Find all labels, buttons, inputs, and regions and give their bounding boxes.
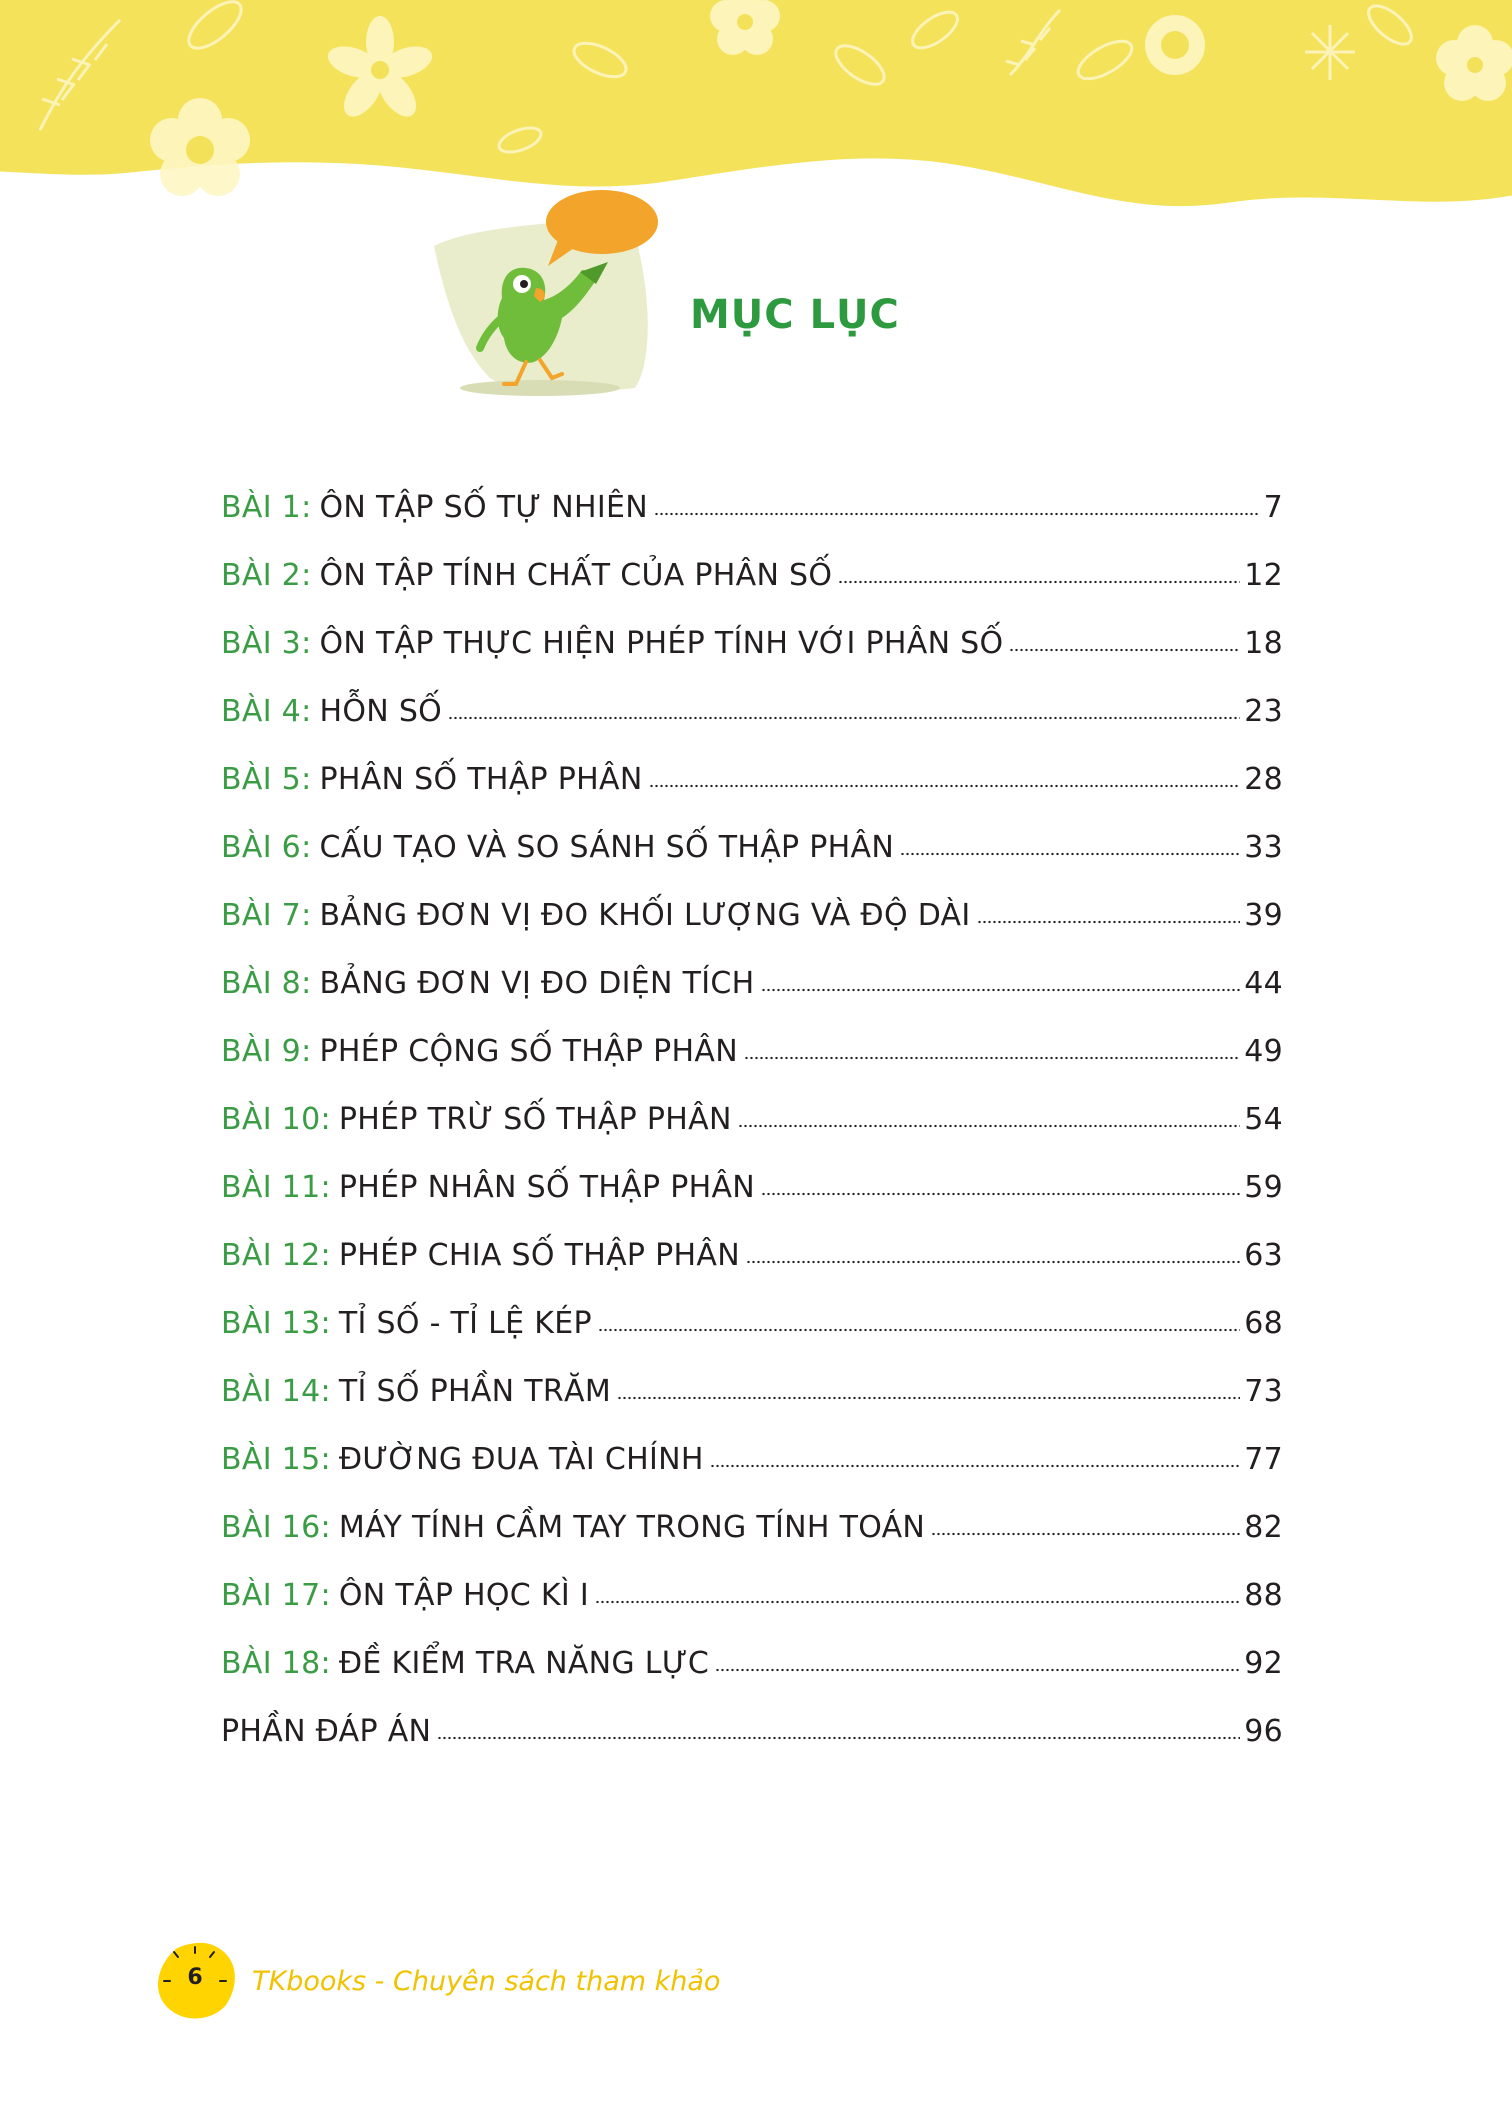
toc-entry[interactable]: [221, 1357, 1283, 1425]
lesson-number: BÀI 8:: [221, 965, 312, 1001]
lesson-title: HỖN SỐ: [319, 693, 443, 729]
lesson-number: BÀI 2:: [221, 557, 312, 593]
table-of-contents: [221, 473, 1283, 1765]
page-reference: 12: [1244, 557, 1283, 593]
toc-entry[interactable]: [221, 1085, 1283, 1153]
lesson-title: CẤU TẠO VÀ SO SÁNH SỐ THẬP PHÂN: [319, 829, 895, 865]
dot-leader: [746, 1260, 1240, 1264]
lesson-number: BÀI 16:: [221, 1509, 331, 1545]
page-reference: 54: [1244, 1101, 1283, 1137]
toc-entry[interactable]: [221, 541, 1283, 609]
page-reference: 92: [1244, 1645, 1283, 1681]
dot-leader: [977, 920, 1241, 924]
lesson-number: BÀI 14:: [221, 1373, 331, 1409]
lesson-title: ÔN TẬP THỰC HIỆN PHÉP TÍNH VỚI PHÂN SỐ: [319, 625, 1004, 661]
dot-leader: [710, 1464, 1241, 1468]
toc-entry[interactable]: [221, 1561, 1283, 1629]
toc-entry[interactable]: [221, 813, 1283, 881]
page-reference: 39: [1244, 897, 1283, 933]
lesson-number: BÀI 9:: [221, 1033, 312, 1069]
page-title: MỤC LỤC: [690, 292, 900, 338]
lesson-title: ĐƯỜNG ĐUA TÀI CHÍNH: [338, 1441, 704, 1477]
lesson-number: BÀI 15:: [221, 1441, 331, 1477]
parrot-mascot-icon: [430, 188, 670, 418]
page-number: 6: [187, 1965, 203, 1990]
lesson-title: MÁY TÍNH CẦM TAY TRONG TÍNH TOÁN: [338, 1509, 926, 1545]
lesson-title: ĐỀ KIỂM TRA NĂNG LỰC: [338, 1645, 710, 1681]
lesson-number: BÀI 6:: [221, 829, 312, 865]
dot-leader: [715, 1668, 1240, 1672]
page-reference: 33: [1244, 829, 1283, 865]
page-reference: 18: [1244, 625, 1283, 661]
toc-entry[interactable]: [221, 677, 1283, 745]
lesson-number: BÀI 7:: [221, 897, 312, 933]
toc-entry[interactable]: [221, 881, 1283, 949]
page-reference: 63: [1244, 1237, 1283, 1273]
dot-leader: [598, 1328, 1240, 1332]
dot-leader: [617, 1396, 1240, 1400]
lesson-number: BÀI 17:: [221, 1577, 331, 1613]
dot-leader: [654, 512, 1260, 516]
toc-entry[interactable]: [221, 949, 1283, 1017]
lesson-number: BÀI 4:: [221, 693, 312, 729]
dot-leader: [900, 852, 1240, 856]
floral-header-decoration: [0, 0, 1512, 230]
lesson-title: PHÉP CHIA SỐ THẬP PHÂN: [338, 1237, 740, 1273]
dot-leader: [761, 988, 1241, 992]
lesson-number: BÀI 10:: [221, 1101, 331, 1137]
page-reference: 7: [1263, 489, 1283, 525]
page-reference: 23: [1244, 693, 1283, 729]
lesson-title: PHẦN ĐÁP ÁN: [221, 1713, 432, 1749]
toc-entry[interactable]: [221, 1493, 1283, 1561]
lesson-number: BÀI 1:: [221, 489, 312, 525]
toc-entry[interactable]: [221, 1221, 1283, 1289]
dot-leader: [931, 1532, 1240, 1536]
dot-leader: [595, 1600, 1240, 1604]
lesson-title: PHÂN SỐ THẬP PHÂN: [319, 761, 643, 797]
page-reference: 73: [1244, 1373, 1283, 1409]
dot-leader: [437, 1736, 1240, 1740]
lesson-title: TỈ SỐ - TỈ LỆ KÉP: [338, 1305, 592, 1341]
lesson-number: BÀI 5:: [221, 761, 312, 797]
dot-leader: [448, 716, 1240, 720]
dot-leader: [761, 1192, 1240, 1196]
dot-leader: [744, 1056, 1240, 1060]
lesson-number: BÀI 18:: [221, 1645, 331, 1681]
lesson-number: BÀI 12:: [221, 1237, 331, 1273]
toc-entry[interactable]: [221, 1425, 1283, 1493]
dot-leader: [1009, 648, 1240, 652]
dot-leader: [649, 784, 1241, 788]
page-reference: 49: [1244, 1033, 1283, 1069]
page-reference: 59: [1244, 1169, 1283, 1205]
toc-entry[interactable]: [221, 1629, 1283, 1697]
lesson-number: BÀI 3:: [221, 625, 312, 661]
lesson-title: ÔN TẬP TÍNH CHẤT CỦA PHÂN SỐ: [319, 557, 833, 593]
lesson-title: PHÉP TRỪ SỐ THẬP PHÂN: [338, 1101, 732, 1137]
page-reference: 77: [1244, 1441, 1283, 1477]
toc-entry[interactable]: [221, 745, 1283, 813]
lesson-title: BẢNG ĐƠN VỊ ĐO KHỐI LƯỢNG VÀ ĐỘ DÀI: [319, 897, 971, 933]
lesson-title: PHÉP CỘNG SỐ THẬP PHÂN: [319, 1033, 738, 1069]
page-reference: 28: [1244, 761, 1283, 797]
toc-entry[interactable]: [221, 609, 1283, 677]
toc-entry[interactable]: [221, 1017, 1283, 1085]
dot-leader: [738, 1124, 1241, 1128]
toc-entry[interactable]: [221, 1153, 1283, 1221]
page-reference: 68: [1244, 1305, 1283, 1341]
toc-entry[interactable]: [221, 1289, 1283, 1357]
dot-leader: [838, 580, 1240, 584]
lesson-number: BÀI 13:: [221, 1305, 331, 1341]
toc-entry-answers[interactable]: [221, 1697, 1283, 1765]
lesson-title: ÔN TẬP SỐ TỰ NHIÊN: [319, 489, 648, 525]
lesson-number: BÀI 11:: [221, 1169, 331, 1205]
page-reference: 88: [1244, 1577, 1283, 1613]
footer-brand: TKbooks - Chuyên sách tham khảo: [252, 1966, 721, 1997]
lesson-title: ÔN TẬP HỌC KÌ I: [338, 1577, 589, 1613]
lesson-title: BẢNG ĐƠN VỊ ĐO DIỆN TÍCH: [319, 965, 755, 1001]
page-reference: 96: [1244, 1713, 1283, 1749]
page-reference: 44: [1244, 965, 1283, 1001]
lesson-title: PHÉP NHÂN SỐ THẬP PHÂN: [338, 1169, 756, 1205]
toc-entry[interactable]: [221, 473, 1283, 541]
lesson-title: TỈ SỐ PHẦN TRĂM: [338, 1373, 612, 1409]
page-reference: 82: [1244, 1509, 1283, 1545]
